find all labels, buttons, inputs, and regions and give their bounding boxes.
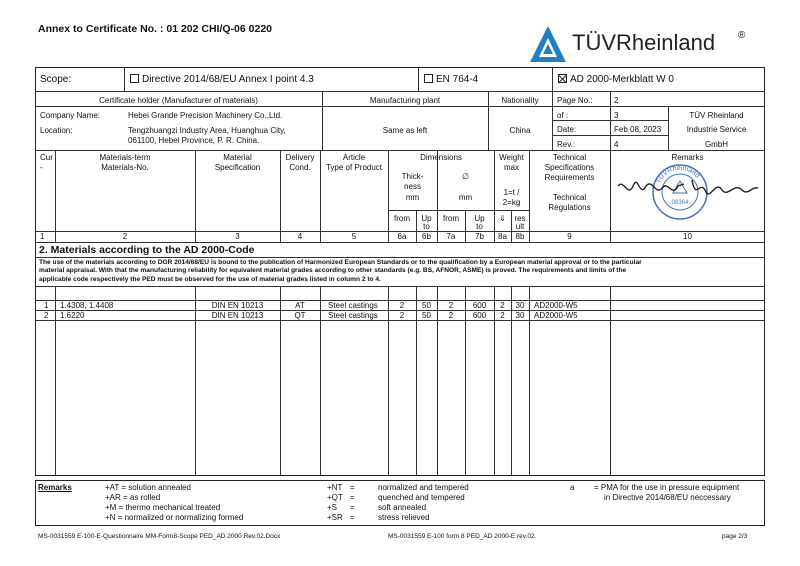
col-specification: Specification xyxy=(214,163,261,172)
colnum-7b: 7b xyxy=(475,232,484,241)
row1-tech: AD2000-W5 xyxy=(534,301,578,310)
date-value: Feb 08, 2023 xyxy=(614,125,662,134)
signature xyxy=(612,172,762,208)
col-materials-term: Materials-term xyxy=(99,153,151,162)
remark-ar: +AR = as rolled xyxy=(105,493,161,502)
row1-material: 1.4308, 1.4408 xyxy=(60,301,114,310)
row1-weight: 2 xyxy=(500,301,505,310)
company-name: Hebei Grande Precision Machinery Co.,Ltd. xyxy=(128,111,283,120)
section-title: 2. Materials according to the AD 2000-Code xyxy=(39,244,255,256)
row1-thick-from: 2 xyxy=(399,301,405,310)
row2-spec: DIN EN 10213 xyxy=(211,311,264,320)
col-diameter-mm: mm xyxy=(458,193,473,202)
col-tech-5: Regulations xyxy=(548,203,591,212)
row1-cur: 1 xyxy=(44,301,49,310)
col-material: Material xyxy=(223,153,252,162)
page-value: 2 xyxy=(614,96,619,105)
colnum-8a: 8a xyxy=(498,232,507,241)
colnum-6b: 6b xyxy=(422,232,431,241)
colnum-1: 1 xyxy=(40,232,45,241)
row1-spec: DIN EN 10213 xyxy=(211,301,264,310)
row1-thick-to: 50 xyxy=(422,301,431,310)
colnum-2: 2 xyxy=(122,232,128,241)
org-line-1: TÜV Rheinland xyxy=(689,111,744,120)
row1-article: Steel castings xyxy=(328,301,378,310)
colnum-3: 3 xyxy=(235,232,240,241)
row2-weight: 2 xyxy=(500,311,505,320)
stamp-ring-text: TÜVRheinland xyxy=(654,164,701,185)
colnum-6a: 6a xyxy=(397,232,407,241)
col-cur-dash: - xyxy=(40,163,43,172)
remarks-col1 xyxy=(105,483,243,523)
company-label: Company Name: xyxy=(40,111,101,120)
row2-dia-from: 2 xyxy=(448,311,454,320)
colnum-7a: 7a xyxy=(446,232,456,241)
colnum-4: 4 xyxy=(297,232,303,241)
tuv-triangle-logo-icon xyxy=(528,24,568,64)
scope-option-en764[interactable]: EN 764-4 xyxy=(424,74,478,86)
footer-left: MS-0031559 E-100-E-Questionnaire MM-Form8-Scope PED_AD 2000 Rev.02.Docx xyxy=(38,533,281,540)
col-dia-to: to xyxy=(476,222,483,231)
footer-mid: MS-0031559 E-100 form 8 PED_AD 2000-E rev.02 xyxy=(388,533,535,540)
plant-title: Manufacturing plant xyxy=(369,96,441,105)
col-type-of-product: Type of Product xyxy=(325,163,383,172)
remark-m: +M = thermo mechanical treated xyxy=(105,503,221,512)
remarks-col2-keys: +NT +QT +S +SR xyxy=(327,483,343,522)
checked-checkbox-icon[interactable] xyxy=(558,74,567,83)
scope-option-ad2000[interactable]: AD 2000-Merkblatt W 0 xyxy=(558,74,674,86)
footer-page: page 2/3 xyxy=(722,533,748,540)
col-weight-unit-2: 2=kg xyxy=(502,198,521,207)
row2-thick-to: 50 xyxy=(422,311,431,320)
holder-title: Certificate holder (Manufacturer of materials) xyxy=(99,96,258,105)
row1-result: 30 xyxy=(515,301,525,310)
colnum-9: 9 xyxy=(567,232,572,241)
checkbox-icon[interactable] xyxy=(130,74,139,83)
scope-label: Scope: xyxy=(40,74,72,85)
remark-a-key: a xyxy=(570,483,575,492)
nationality-value: China xyxy=(509,126,531,135)
remark-at: +AT = solution annealed xyxy=(105,483,191,492)
diameter-icon: ∅ xyxy=(462,172,469,181)
col-thickness-1: Thick- xyxy=(401,172,424,181)
col-tech-1: Technical xyxy=(552,153,587,162)
col-dia-up: Up xyxy=(474,214,485,223)
col-thick-to: to xyxy=(423,222,430,231)
annex-title: Annex to Certificate No. : 01 202 CHI/Q-06 0220 xyxy=(38,23,272,35)
location-line-2: 061100, Hebei Province, P. R. China. xyxy=(128,136,260,145)
rev-label: Rev.: xyxy=(557,140,576,149)
col-tech-3: Requirements xyxy=(544,173,595,182)
col-remarks: Remarks xyxy=(671,153,704,162)
col-cond: Cond. xyxy=(289,163,311,172)
col-dimensions: Dimensions xyxy=(420,153,462,162)
row1-dia-from: 2 xyxy=(448,301,454,310)
down-arrow-icon: ⇓ xyxy=(499,214,506,223)
colnum-10: 10 xyxy=(683,232,692,241)
row2-cur: 2 xyxy=(44,311,49,320)
row1-dia-to: 600 xyxy=(472,301,487,310)
stamp-number: 08364 xyxy=(671,200,689,206)
row2-tech: AD2000-W5 xyxy=(534,311,578,320)
remark-n: +N = normalized or normalizing formed xyxy=(105,513,244,522)
col-cur: Cur xyxy=(40,153,53,162)
date-label: Date: xyxy=(557,125,577,134)
row2-material: 1.6220 xyxy=(60,311,85,320)
col-delivery: Delivery xyxy=(285,153,315,162)
location-label: Location: xyxy=(40,126,73,135)
col-dia-from: from xyxy=(443,214,459,223)
brand-registered: ® xyxy=(738,30,746,41)
col-tech-4: Technical xyxy=(552,193,587,202)
col-result-2: ult xyxy=(515,222,525,231)
colnum-8b: 8b xyxy=(515,232,525,241)
col-thickness-2: ness xyxy=(404,182,421,191)
col-weight-max: max xyxy=(503,163,520,172)
remarks-col2-values: normalized and tempered quenched and tempered soft annealed stress relieved xyxy=(378,483,469,522)
row2-article: Steel castings xyxy=(328,311,378,320)
row1-cond: AT xyxy=(295,301,305,310)
row2-thick-from: 2 xyxy=(399,311,405,320)
col-result-1: res xyxy=(514,214,526,223)
tuv-brand: TÜVRheinland xyxy=(572,30,716,55)
of-value: 3 xyxy=(614,111,619,120)
location-line-1: Tengzhuangzi Industry Area, Huanghua City, xyxy=(128,126,286,135)
row2-dia-to: 600 xyxy=(472,311,487,320)
colnum-5: 5 xyxy=(351,232,357,241)
plant-value: Same as left xyxy=(382,126,428,135)
col-thickness-mm: mm xyxy=(405,193,420,202)
scope-option-ped[interactable]: Directive 2014/68/EU Annex I point 4.3 xyxy=(130,74,314,86)
section-note: The use of the materials according to DGR 2014/68/EU is bound to the publication of Harmonized European Standards or to the qualification by a European material approval or to the particular material appraisal. With that the manufacturing reliability for equivalent material grades according to other standards (e.g. BS, AFNOR, ASME) is proved. The requirements and limits of the applicable code respectively the PED must be observed for the use of material grades listed in column 2 to 4. xyxy=(39,259,642,283)
col-thick-from: from xyxy=(394,214,410,223)
col-article: Article xyxy=(342,153,366,162)
remark-a-line-2: in Directive 2014/68/EU neccessary xyxy=(604,493,731,502)
col-thick-up: Up xyxy=(421,214,432,223)
of-label: of : xyxy=(557,111,569,120)
col-tech-2: Specifications xyxy=(544,163,595,172)
org-line-2: Industrie Service xyxy=(686,125,747,134)
page-label: Page No.: xyxy=(557,96,593,105)
checkbox-icon[interactable] xyxy=(424,74,433,83)
nationality-title: Nationality xyxy=(501,96,539,105)
row2-cond: QT xyxy=(294,311,306,320)
col-materials-no: Materials-No. xyxy=(101,163,149,172)
row2-result: 30 xyxy=(515,311,525,320)
remark-a-line-1: = PMA for the use in pressure equipment xyxy=(594,483,740,492)
org-line-3: GmbH xyxy=(704,140,729,149)
rev-value: 4 xyxy=(614,140,619,149)
col-weight-unit-1: 1=t / xyxy=(503,188,520,197)
col-weight: Weight xyxy=(499,153,524,162)
remarks-label: Remarks xyxy=(38,483,72,492)
